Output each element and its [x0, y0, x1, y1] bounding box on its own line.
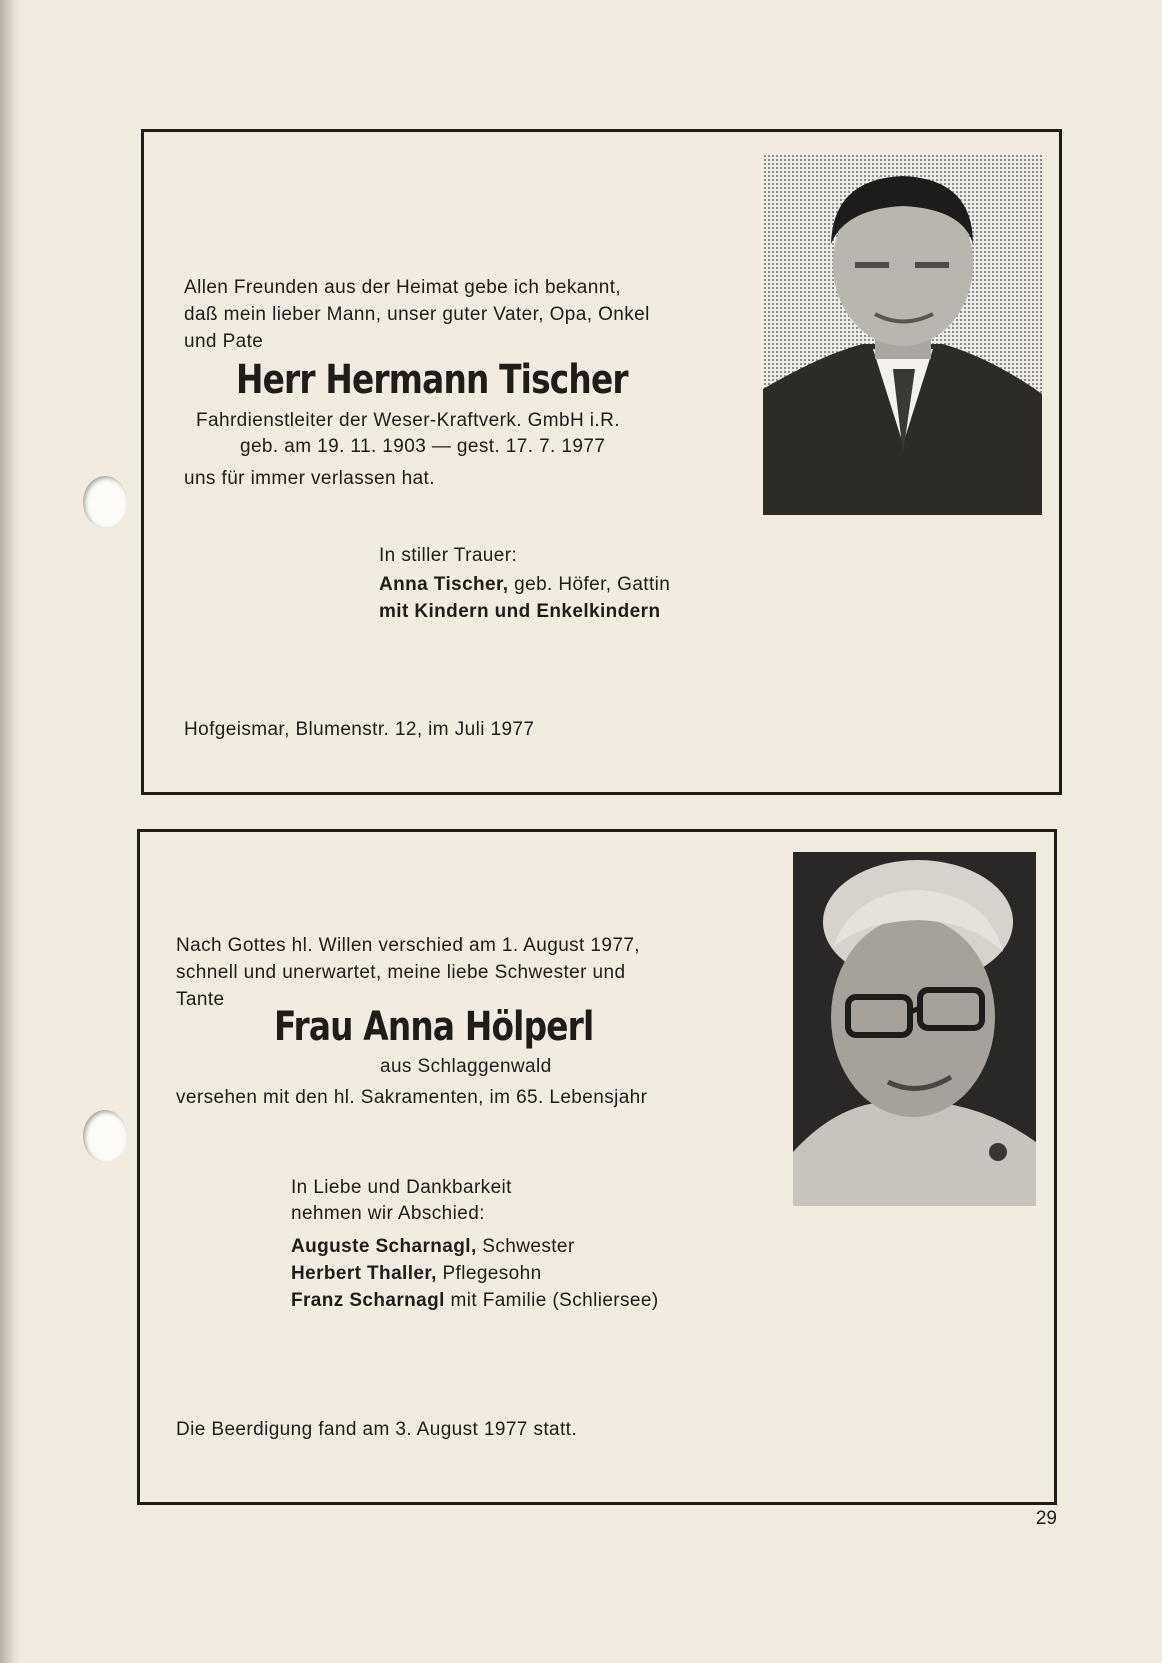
page-binding-shadow	[0, 0, 22, 1663]
mourner-line	[291, 1262, 542, 1286]
sacraments-line: versehen mit den hl. Sakramenten, im 65. Lebensjahr	[176, 1087, 648, 1108]
deceased-name: Herr Hermann Tischer	[236, 357, 628, 403]
mourning-label: In stiller Trauer:	[379, 545, 518, 566]
deceased-role: Fahrdienstleiter der Weser-Kraftverk. GmbH i.R.	[196, 410, 620, 431]
obituary-notice-hoelperl	[137, 829, 1057, 1505]
intro-line: Nach Gottes hl. Willen verschied am 1. August 1977,	[176, 935, 640, 956]
intro-line: und Pate	[184, 331, 264, 352]
punch-hole-bottom	[83, 1110, 127, 1162]
mourner-name: Auguste Scharnagl,	[291, 1236, 477, 1257]
mourner-name: Herbert Thaller,	[291, 1263, 437, 1284]
mourner-line	[291, 1289, 659, 1313]
mourner-line	[379, 573, 670, 597]
mourner-name: Anna Tischer,	[379, 574, 509, 595]
portrait-photo-man	[763, 154, 1042, 515]
mourner-relation: Schwester	[476, 1236, 575, 1257]
deceased-origin: aus Schlaggenwald	[380, 1056, 552, 1077]
intro-line: Allen Freunden aus der Heimat gebe ich bekannt,	[184, 277, 622, 298]
obituary-notice-tischer	[141, 129, 1062, 795]
mourner-name: mit Kindern und Enkelkindern	[379, 601, 661, 622]
page-number: 29	[1035, 1508, 1057, 1529]
funeral-line: Die Beerdigung fand am 3. August 1977 statt.	[176, 1419, 578, 1440]
place-date: Hofgeismar, Blumenstr. 12, im Juli 1977	[184, 719, 535, 740]
intro-line: Tante	[176, 989, 225, 1010]
portrait-photo-woman	[793, 852, 1036, 1206]
mourner-line	[379, 600, 660, 624]
punch-hole-top	[83, 476, 127, 528]
mourner-name: Franz Scharnagl	[291, 1290, 445, 1311]
mourner-line	[291, 1235, 575, 1259]
farewell-line: nehmen wir Abschied:	[291, 1203, 485, 1224]
intro-line: daß mein lieber Mann, unser guter Vater, Opa, Onkel	[184, 304, 650, 325]
mourner-relation: mit Familie (Schliersee)	[444, 1290, 659, 1311]
intro-line: schnell und unerwartet, meine liebe Schwester und	[176, 962, 626, 983]
deceased-name: Frau Anna Hölperl	[274, 1004, 594, 1050]
closing-line: uns für immer verlassen hat.	[184, 468, 435, 489]
mourner-relation: Pflegesohn	[436, 1263, 542, 1284]
farewell-line: In Liebe und Dankbarkeit	[291, 1177, 512, 1198]
mourner-relation: geb. Höfer, Gattin	[508, 574, 671, 595]
life-dates: geb. am 19. 11. 1903 — gest. 17. 7. 1977	[240, 436, 606, 457]
